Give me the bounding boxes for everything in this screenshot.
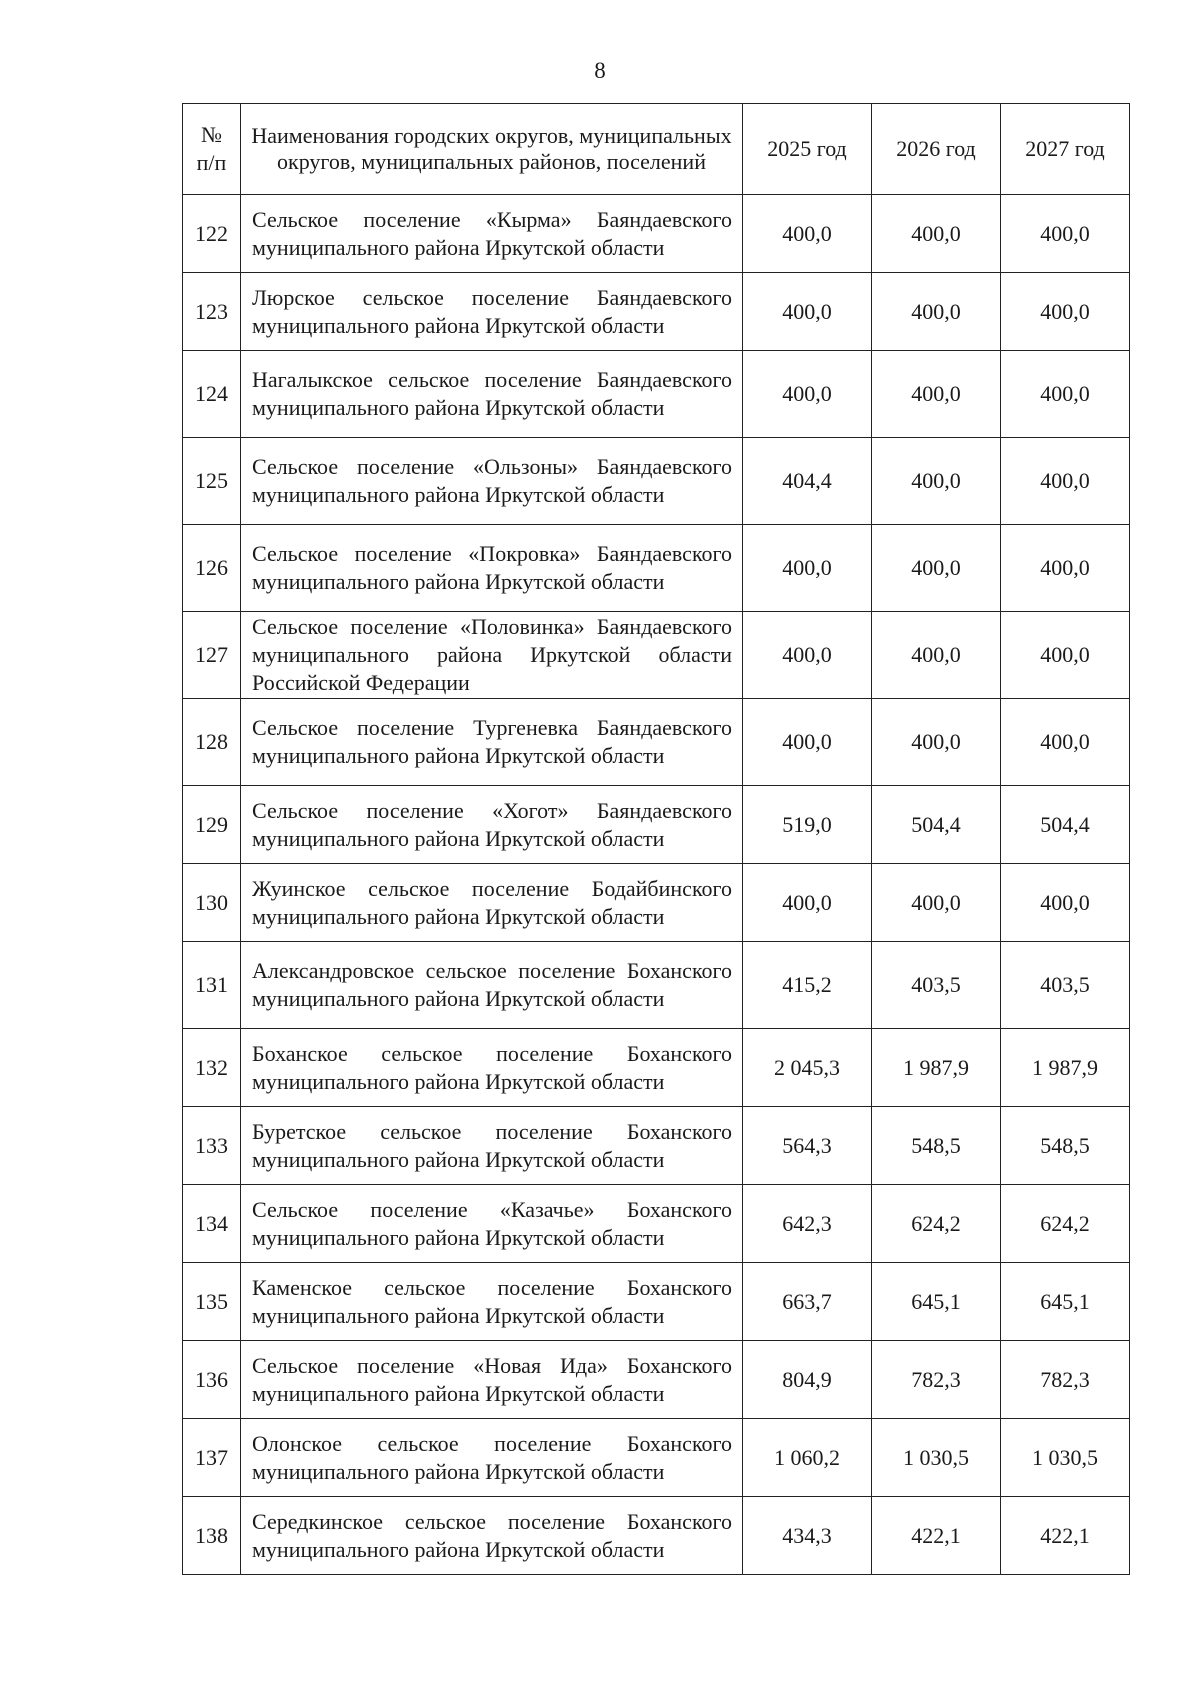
row-name: Олонское сельское поселение Боханского муниципального района Иркутской области [241,1419,743,1497]
header-2025: 2025 год [743,104,872,195]
row-value-2025: 564,3 [743,1107,872,1185]
row-value-2027: 403,5 [1001,942,1130,1029]
table-row [183,699,1130,786]
table-row [183,612,1130,699]
table-row [183,942,1130,1029]
table-row [183,864,1130,942]
header-name: Наименования городских округов, муниципальных округов, муниципальных районов, поселений [241,104,743,195]
row-value-2026: 400,0 [872,699,1001,786]
row-value-2025: 400,0 [743,525,872,612]
row-number: 130 [183,864,241,942]
table-row [183,1341,1130,1419]
row-name: Середкинское сельское поселение Боханского муниципального района Иркутской области [241,1497,743,1575]
row-name: Сельское поселение «Хогот» Баяндаевского муниципального района Иркутской области [241,786,743,864]
row-value-2026: 400,0 [872,351,1001,438]
row-number: 124 [183,351,241,438]
row-value-2025: 1 060,2 [743,1419,872,1497]
page-number: 8 [594,58,606,83]
row-number: 125 [183,438,241,525]
table-row [183,273,1130,351]
table-row [183,195,1130,273]
row-value-2026: 645,1 [872,1263,1001,1341]
row-value-2027: 400,0 [1001,525,1130,612]
row-name: Сельское поселение «Казачье» Боханского муниципального района Иркутской области [241,1185,743,1263]
row-number: 133 [183,1107,241,1185]
row-value-2025: 400,0 [743,351,872,438]
row-value-2026: 400,0 [872,525,1001,612]
row-value-2025: 434,3 [743,1497,872,1575]
table-row [183,1029,1130,1107]
table-row [183,1185,1130,1263]
row-value-2025: 400,0 [743,612,872,699]
row-value-2026: 1 987,9 [872,1029,1001,1107]
table-body [183,195,1130,1575]
row-value-2025: 400,0 [743,864,872,942]
row-value-2025: 400,0 [743,273,872,351]
row-name: Сельское поселение «Половинка» Баяндаевского муниципального района Иркутской области Российской Федерации [241,612,743,699]
row-value-2025: 804,9 [743,1341,872,1419]
row-value-2026: 782,3 [872,1341,1001,1419]
row-value-2026: 400,0 [872,864,1001,942]
row-value-2025: 2 045,3 [743,1029,872,1107]
row-number: 135 [183,1263,241,1341]
row-number: 136 [183,1341,241,1419]
row-value-2026: 400,0 [872,195,1001,273]
row-value-2026: 400,0 [872,612,1001,699]
row-value-2026: 422,1 [872,1497,1001,1575]
row-name: Александровское сельское поселение Боханского муниципального района Иркутской области [241,942,743,1029]
row-value-2026: 624,2 [872,1185,1001,1263]
row-value-2027: 1 030,5 [1001,1419,1130,1497]
row-value-2025: 663,7 [743,1263,872,1341]
row-value-2026: 504,4 [872,786,1001,864]
row-value-2026: 1 030,5 [872,1419,1001,1497]
table-header-row [183,104,1130,195]
budget-table [182,103,1130,1575]
row-value-2025: 519,0 [743,786,872,864]
row-value-2027: 422,1 [1001,1497,1130,1575]
row-name: Жуинское сельское поселение Бодайбинского муниципального района Иркутской области [241,864,743,942]
header-2027: 2027 год [1001,104,1130,195]
row-value-2027: 400,0 [1001,864,1130,942]
row-name: Буретское сельское поселение Боханского муниципального района Иркутской области [241,1107,743,1185]
table-row [183,1419,1130,1497]
row-value-2027: 782,3 [1001,1341,1130,1419]
row-number: 132 [183,1029,241,1107]
row-name: Сельское поселение Тургеневка Баяндаевского муниципального района Иркутской области [241,699,743,786]
row-value-2027: 645,1 [1001,1263,1130,1341]
row-number: 138 [183,1497,241,1575]
table-row [183,525,1130,612]
row-value-2027: 400,0 [1001,273,1130,351]
row-name: Сельское поселение «Кырма» Баяндаевского муниципального района Иркутской области [241,195,743,273]
row-value-2025: 642,3 [743,1185,872,1263]
row-value-2027: 400,0 [1001,195,1130,273]
row-value-2027: 400,0 [1001,351,1130,438]
row-value-2025: 400,0 [743,195,872,273]
row-name: Сельское поселение «Покровка» Баяндаевского муниципального района Иркутской области [241,525,743,612]
header-number: № п/п [183,104,241,195]
row-value-2026: 400,0 [872,273,1001,351]
row-name: Каменское сельское поселение Боханского муниципального района Иркутской области [241,1263,743,1341]
table-row [183,786,1130,864]
row-number: 127 [183,612,241,699]
row-value-2027: 400,0 [1001,438,1130,525]
row-value-2027: 1 987,9 [1001,1029,1130,1107]
row-value-2025: 415,2 [743,942,872,1029]
header-2026: 2026 год [872,104,1001,195]
table-row [183,351,1130,438]
row-number: 128 [183,699,241,786]
row-number: 123 [183,273,241,351]
row-name: Люрское сельское поселение Баяндаевского муниципального района Иркутской области [241,273,743,351]
row-number: 131 [183,942,241,1029]
table-row [183,1107,1130,1185]
row-number: 126 [183,525,241,612]
row-value-2026: 548,5 [872,1107,1001,1185]
row-value-2025: 400,0 [743,699,872,786]
row-number: 134 [183,1185,241,1263]
row-number: 137 [183,1419,241,1497]
row-value-2026: 403,5 [872,942,1001,1029]
table-row [183,1263,1130,1341]
row-value-2027: 548,5 [1001,1107,1130,1185]
row-value-2027: 504,4 [1001,786,1130,864]
row-name: Нагалыкское сельское поселение Баяндаевского муниципального района Иркутской области [241,351,743,438]
row-value-2027: 400,0 [1001,699,1130,786]
table-row [183,438,1130,525]
row-value-2027: 624,2 [1001,1185,1130,1263]
row-name: Сельское поселение «Ользоны» Баяндаевского муниципального района Иркутской области [241,438,743,525]
row-name: Боханское сельское поселение Боханского муниципального района Иркутской области [241,1029,743,1107]
row-number: 129 [183,786,241,864]
row-value-2026: 400,0 [872,438,1001,525]
row-value-2025: 404,4 [743,438,872,525]
row-name: Сельское поселение «Новая Ида» Боханского муниципального района Иркутской области [241,1341,743,1419]
row-value-2027: 400,0 [1001,612,1130,699]
row-number: 122 [183,195,241,273]
table-row [183,1497,1130,1575]
